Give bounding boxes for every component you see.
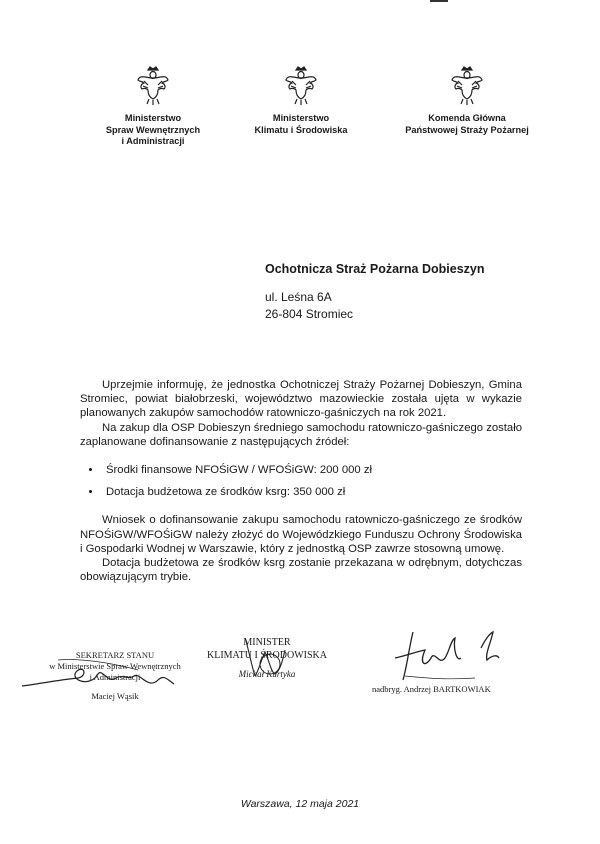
institution-mswia [68,66,238,148]
institution-line: Państwowej Straży Pożarnej [405,124,529,135]
institution-mkis [216,66,386,136]
institution-line: Spraw Wewnętrznych [105,124,201,135]
stamp-person: Michał Kurtyka [238,669,296,679]
institution-line: Komenda Główna [428,113,506,123]
stamp-title: KLIMATU I ŚRODOWISKA [207,650,327,661]
institution-line: Ministerstwo [272,113,330,123]
recipient-city: 26-804 Stromiec [265,307,354,321]
stamp-title: SEKRETARZ STANU [75,650,155,660]
handwritten-signature [385,618,515,688]
recipient-name: Ochotnicza Straż Pożarna Dobieszyn [265,262,485,276]
paragraph: Uprzejmie informuję, że jednostka Ochotniczej Straży Pożarnej Dobieszyn, Gmina Stromiec, powiat białobrzeski, województwo mazowieckie została ujęta w wykazie planowanych zakupów samochodów ratowniczo-gaśniczych na rok 2021. [80,379,522,420]
white-eagle-emblem-icon [284,66,318,106]
institution-line: Ministerstwo [124,113,182,123]
scan-mark [430,0,448,2]
handwritten-signature [225,630,315,690]
paragraph: Wniosek o dofinansowanie zakupu samochodu ratowniczo-gaśniczego ze środków NFOŚiGW/WFOŚiGW należy złożyć do Wojewódzkiego Funduszu Ochrony Środowiska i Gospodarki Wodnej w Warszawie, który z jednostką OSP zawrze stosowną umowę. [80,514,522,555]
stamp-title: w Ministerstwie Spraw Wewnętrznych [49,661,181,671]
list-item: • Środki finansowe NFOŚiGW / WFOŚiGW: 200 000 zł [102,463,522,477]
white-eagle-emblem-icon [136,66,170,106]
handwritten-signature [18,650,188,700]
paragraph: Dotacja budżetowa ze środków ksrg zostanie przekazana w odrębnym, dotychczas obowiązującym trybie. [80,557,522,584]
place-and-date: Warszawa, 12 maja 2021 [240,798,360,810]
signature-stamp-chief-commander: nadbryg. Andrzej BARTKOWIAK [372,684,491,694]
institution-line: Klimatu i Środowiska [254,124,348,135]
stamp-person: Maciej Wąsik [91,691,139,701]
stamp-title: i Administracji [89,672,141,682]
white-eagle-emblem-icon [450,66,484,106]
recipient-street: ul. Leśna 6A [265,290,332,304]
institution-line: i Administracji [121,136,185,146]
recipient-block [265,262,485,323]
paragraph: Na zakup dla OSP Dobieszyn średniego samochodu ratowniczo-gaśniczego zostało zaplanowane dofinansowanie z następujących źródeł: [80,421,522,448]
stamp-title: MINISTER [243,637,291,648]
letter-body [80,378,522,584]
list-item: • Dotacja budżetowa ze środków ksrg: 350 000 zł [102,485,522,499]
institution-kgpsp [382,66,552,136]
funding-list [80,463,522,499]
